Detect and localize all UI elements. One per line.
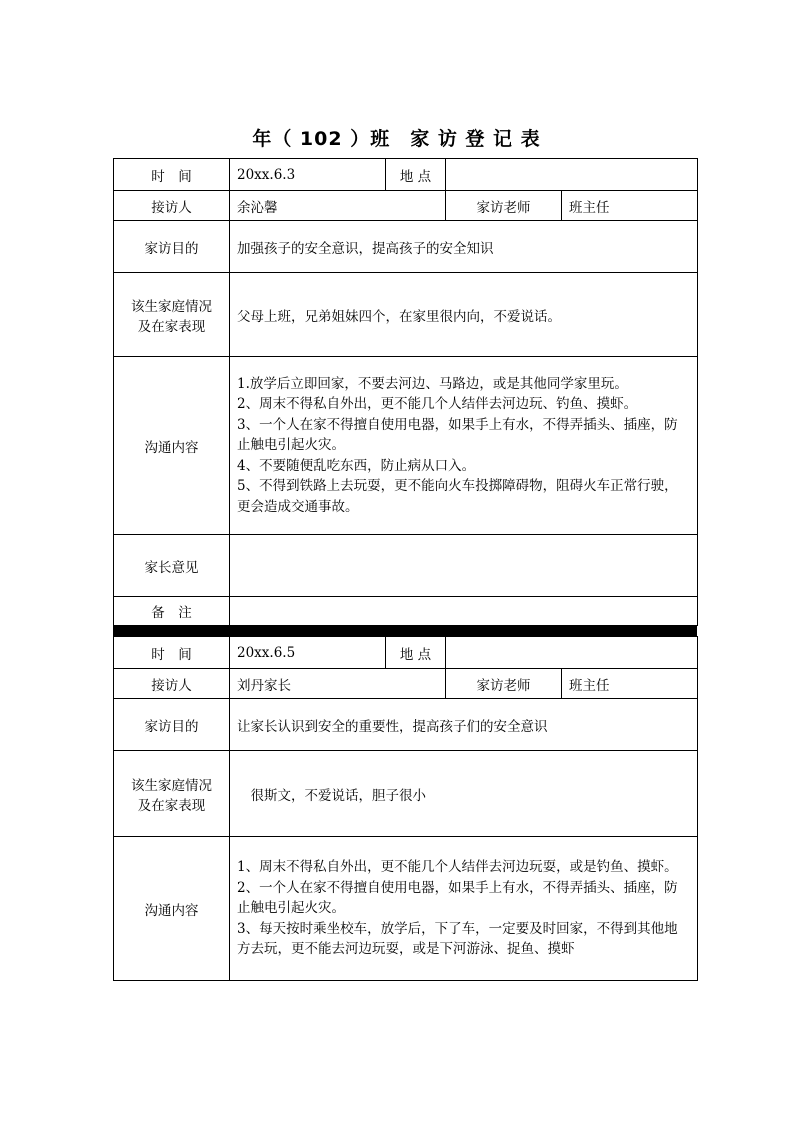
date-value: 20xx.6.3 <box>230 159 386 191</box>
communication-item: 2、一个人在家不得擅自使用电器，如果手上有水，不得弄插头、插座，防止触电引起火灾。 <box>237 879 678 917</box>
remark-label: 备 注 <box>114 597 230 626</box>
parent-opinion-label: 家长意见 <box>114 535 230 597</box>
communication-item: 4、不要随便乱吃东西，防止病从口入。 <box>237 457 476 474</box>
visit-record-1 <box>113 158 698 626</box>
interviewee-value: 余沁馨 <box>230 191 446 221</box>
purpose-label: 家访目的 <box>114 221 230 273</box>
communication-item: 3、每天按时乘坐校车，放学后，下了车，一定要及时回家，不得到其他地方去玩，更不能去河边玩耍，或是下河游泳、捉鱼、摸虾 <box>237 920 678 958</box>
place-value <box>446 159 698 191</box>
teacher-label: 家访老师 <box>446 191 562 221</box>
family-value: 很斯文，不爱说话，胆子很小 <box>230 751 698 837</box>
teacher-label: 家访老师 <box>446 669 562 699</box>
place-label: 地 点 <box>386 159 446 191</box>
purpose-value: 加强孩子的安全意识，提高孩子的安全知识 <box>230 221 698 273</box>
interviewee-label: 接访人 <box>114 669 230 699</box>
purpose-label: 家访目的 <box>114 699 230 751</box>
communication-item: 2、周末不得私自外出，更不能几个人结伴去河边玩、钓鱼、摸虾。 <box>237 396 638 413</box>
teacher-value: 班主任 <box>562 191 698 221</box>
family-label-line: 该生家庭情况 <box>131 298 212 315</box>
time-label: 时 间 <box>114 637 230 669</box>
family-label-line: 及在家表现 <box>137 318 206 335</box>
communication-label: 沟通内容 <box>114 837 230 981</box>
family-label <box>114 751 230 837</box>
interviewee-label: 接访人 <box>114 191 230 221</box>
place-label: 地 点 <box>386 637 446 669</box>
family-label-line: 该生家庭情况 <box>131 777 212 794</box>
interviewee-value: 刘丹家长 <box>230 669 446 699</box>
communication-value <box>230 837 698 981</box>
teacher-value: 班主任 <box>562 669 698 699</box>
communication-label: 沟通内容 <box>114 357 230 535</box>
purpose-value: 让家长认识到安全的重要性，提高孩子们的安全意识 <box>230 699 698 751</box>
communication-item: 1、周末不得私自外出，更不能几个人结伴去河边玩耍，或是钓鱼、摸虾。 <box>237 859 678 876</box>
family-value: 父母上班，兄弟姐妹四个，在家里很内向，不爱说话。 <box>230 273 698 357</box>
communication-item: 3、一个人在家不得擅自使用电器，如果手上有水，不得弄插头、插座，防止触电引起火灾。 <box>237 416 678 454</box>
place-value <box>446 637 698 669</box>
page-title: 年（ 102 ）班 家 访 登 记 表 <box>252 128 541 150</box>
time-label: 时 间 <box>114 159 230 191</box>
communication-value <box>230 357 698 535</box>
family-label-line: 及在家表现 <box>137 797 206 814</box>
date-value: 20xx.6.5 <box>230 637 386 669</box>
parent-opinion-value <box>230 535 698 597</box>
section-divider <box>113 625 697 636</box>
communication-item: 5、不得到铁路上去玩耍，更不能向火车投掷障碍物，阻碍火车正常行驶，更会造成交通事故。 <box>237 478 678 515</box>
family-label <box>114 273 230 357</box>
visit-record-2 <box>113 636 698 981</box>
communication-item: 1.放学后立即回家，不要去河边、马路边，或是其他同学家里玩。 <box>237 375 628 392</box>
remark-value <box>230 597 698 626</box>
